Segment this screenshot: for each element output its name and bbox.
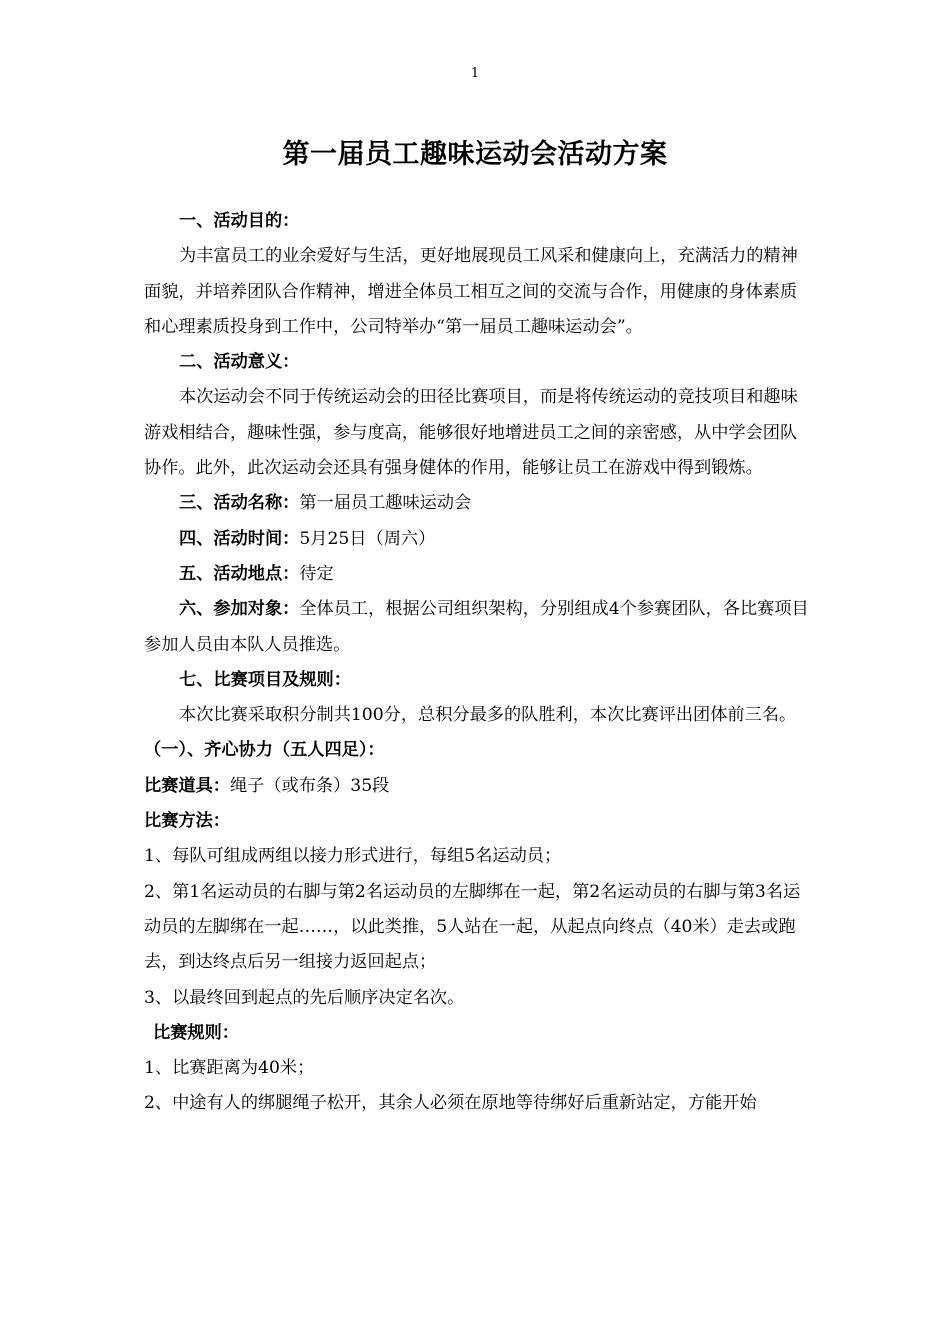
event1-rules-item-1: 1、比赛距离为40米；	[144, 1058, 315, 1079]
event1-props-line	[144, 769, 812, 804]
event1-method-item-2: 2、第1名运动员的右脚与第2名运动员的左脚绑在一起，第2名运动员的右脚与第3名运动员的左脚绑在一起……，以此类推，5人站在一起，从起点向终点（40米）走去或跑去，到达终点后另一组接力返回起点；	[144, 881, 801, 973]
meaning-paragraph: 本次运动会不同于传统运动会的田径比赛项目，而是将传统运动的竞技项目和趣味游戏相结合，趣味性强，参与度高，能够很好地增进员工之间的亲密感，从中学会团队协作。此外，此次运动会还具有强身健体的作用，能够让员工在游戏中得到锻炼。	[144, 387, 798, 479]
page-number: 1	[470, 66, 480, 81]
event1-method-heading: 比赛方法：	[144, 811, 230, 832]
document-body	[144, 204, 812, 1122]
event1-method-item-3: 3、以最终回到起点的先后顺序决定名次。	[144, 987, 465, 1008]
activity-name-line	[144, 486, 812, 521]
events-paragraph: 本次比赛采取积分制共100分，总积分最多的队胜利，本次比赛评出团体前三名。	[179, 705, 797, 726]
event1-rules-item-2: 2、中途有人的绑腿绳子松开，其余人必须在原地等待绑好后重新站定，方能开始	[144, 1093, 757, 1114]
meaning-heading: 二、活动意义：	[179, 352, 300, 373]
participants-label: 六、参加对象：	[179, 599, 300, 620]
participants-value: 全体员工，根据公司组织架构，分别组成4个参赛团队，各比赛项目参加人员由本队人员推选。	[144, 599, 809, 655]
purpose-paragraph: 为丰富员工的业余爱好与生活，更好地展现员工风采和健康向上，充满活力的精神面貌，并培养团队合作精神，增进全体员工相互之间的交流与合作，用健康的身体素质和心理素质投身到工作中，公司特举办“第一届员工趣味运动会”。	[144, 246, 798, 337]
activity-time-line	[144, 522, 812, 557]
event1-props-value: 绳子（或布条）35段	[229, 775, 390, 796]
event1-heading: （一）、齐心协力（五人四足）：	[144, 740, 385, 761]
activity-place-value: 待定	[299, 563, 334, 584]
activity-time-value: 5月25日（周六）	[299, 528, 436, 549]
purpose-heading: 一、活动目的：	[179, 211, 300, 231]
document-title: 第一届员工趣味运动会活动方案	[282, 139, 668, 170]
event1-props-label: 比赛道具：	[144, 775, 230, 796]
activity-name-label: 三、活动名称：	[179, 493, 300, 514]
participants-paragraph	[144, 592, 812, 663]
activity-name-value: 第一届员工趣味运动会	[299, 493, 472, 514]
event1-method-item-1: 1、每队可组成两组以接力形式进行，每组5名运动员；	[144, 846, 562, 867]
activity-time-label: 四、活动时间：	[179, 528, 300, 549]
activity-place-label: 五、活动地点：	[179, 563, 300, 584]
activity-place-line	[144, 557, 812, 592]
events-heading: 七、比赛项目及规则：	[179, 669, 351, 690]
event1-rules-heading: 比赛规则：	[153, 1022, 239, 1043]
